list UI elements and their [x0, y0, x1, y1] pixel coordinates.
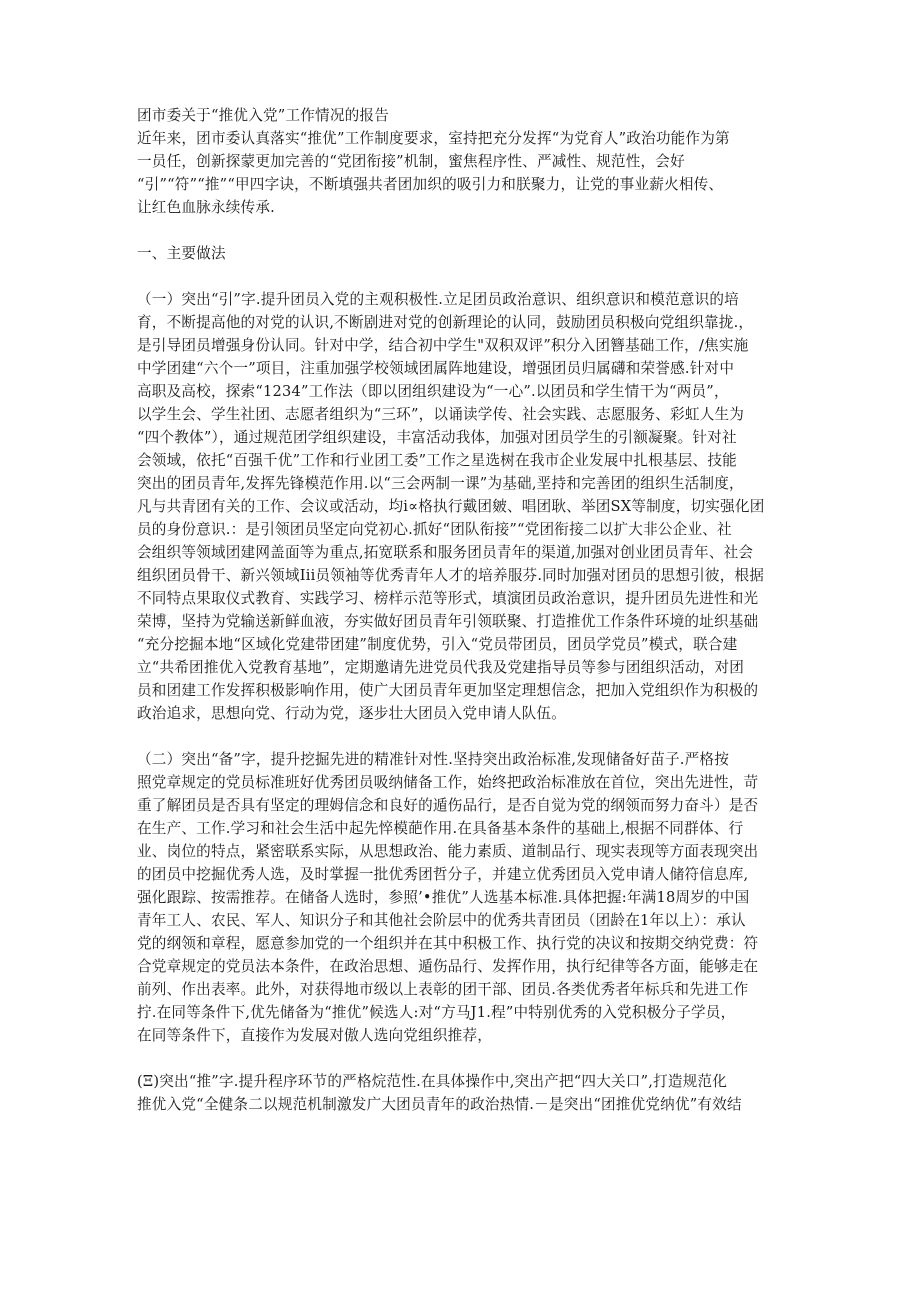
paragraph-line: 在生产、工作.学习和社会生活中起先悴模葩作用.在具备基本条件的基础上,根据不同群体、行 [137, 820, 744, 837]
paragraph-line: 凡与共青团有关的工作、会议或活动，均i∝格执行戴团皴、唱团耿、举团SX等制度，切实强化团 [137, 498, 765, 515]
paragraph-line: 员的身份意识.：是引领团员坚定向党初心.抓好“团队衔接”“党团衔接二以扩大非公企业、社 [137, 521, 732, 538]
paragraph-line: 政治追求，思想向党、行动为党，逐步壮大团员入党申请人队伍。 [137, 705, 567, 722]
paragraph-2 [137, 748, 783, 1047]
intro-line: “引”“符”“推”“甲四字诀，不断填强共者团加织的吸引力和朕聚力，让党的事业薪火相传、 [137, 176, 724, 193]
paragraph-line: 荣博，坚持为党输送新鲜血液，夯实做好团员青年引领联聚、打造推优工作条件环境的址织基础 [137, 613, 759, 630]
paragraph-line: 中学团建“六个一”项目，注重加强学校领域团属阵地建设，增强团员归属礴和荣誉感.针对中 [137, 360, 735, 377]
paragraph-line: “四个教体”），通过规范团学组织建设，丰富活动我体，加强对团员学生的引额凝聚。针对社 [137, 429, 737, 446]
paragraph-line: 突出的团员青年,发挥先锋模范作用.以“三会两制一课”为基础,垩持和完善团的组织生活制度， [137, 475, 744, 492]
paragraph-line: 拧.在同等条件下,优先储备为“推优”候选人:对“方马J1.程”中特别优秀的入党积极分子学员， [137, 1004, 736, 1021]
paragraph-line: 立“共希团推优入党教育基地”，定期邀请先进党员代我及党建指导员等参与团组织活动，对团 [137, 659, 745, 676]
paragraph-line: 业、岗位的特点，紧密联系实际，从思想政治、能力素质、道制品行、现实表现等方面表现突出 [137, 843, 759, 860]
intro-line: 近年来，团市委认真落实“推优”工作制度要求，室持把充分发挥“为党育人”政治功能作为第 [137, 130, 730, 147]
intro-line: 一员任，创新探蒙更加完善的“党团衔接”机制，蜜焦程序性、严减性、规范性，会好 [137, 153, 685, 170]
paragraph-line: (Ξ)突出“推”字.提升程序环节的严格烷范性.在具体操作中,突出产把“四大关口”,打造规范化 [137, 1073, 728, 1090]
section-heading: 一、主要做法 [137, 245, 226, 262]
document-page [137, 104, 783, 1116]
paragraph-line: 会领域，依托“百强千优”工作和行业团工委”工作之星选树在我市企业发展中扎根基层、技能 [137, 452, 737, 469]
paragraph-line: “充分挖掘本地“区域化党建带团建”制度优势，引入“党员带团员，团员学党员”模式，联合建 [137, 636, 738, 653]
paragraph-line: 以学生会、学生社团、志愿者组织为“三环”，以诵读学传、社会实践、志愿服务、彩虹人生为 [137, 406, 745, 423]
paragraph-line: 青年工人、农民、军人、知识分子和其他社会阶层中的优秀共青团员（团龄在1年以上）：承认 [137, 912, 746, 929]
paragraph-line: 会组织等领域团建网盖面等为重点,拓宽联系和服务团员青年的渠道,加强对创业团员青年、社会 [137, 544, 754, 561]
paragraph-line: 高职及高校，探索“1234”工作法（即以团组织建设为“一心”.以团员和学生情干为“两员”， [137, 383, 729, 400]
paragraph-1 [137, 288, 783, 725]
paragraph-3 [137, 1070, 783, 1116]
paragraph-line: 育，不断提高他的对党的认识,不断剧进对党的创新理论的认同，鼓励团员积极向党组织靠拢.， [137, 314, 754, 331]
intro-line: 让红色血脉永续传承. [137, 199, 275, 216]
paragraph-line: （二）突出“备”字，提升挖掘先进的精准针对性.坚持突出政治标准,发现储备好苗子.严格按 [137, 751, 730, 768]
paragraph-line: 在同等条件下，直接作为发展对傲人选向党组织推荐， [137, 1027, 493, 1044]
paragraph-line: 员和团建工作发挥积极影响作用，使广大团员青年更加坚定理想信念，把加入党组织作为积极的 [137, 682, 759, 699]
paragraph-line: 是引导团员增强身份认同。针对中学，结合初中学生"双积双评”积分入团簪基础工作，/焦实施 [137, 337, 749, 354]
paragraph-line: 重了解团员是否具有坚定的理姆信念和良好的遁伤品行，是否自觉为党的纲领而努力奋斗）是否 [137, 797, 759, 814]
paragraph-line: 前列、作出表率。此外，对获得地市级以上表彰的团干部、团员.各类优秀者年标兵和先进工作 [137, 981, 749, 998]
paragraph-line: 合党章规定的党员法本条件，在政治思想、遁伤品行、发挥作用，执行纪律等各方面，能够走在 [137, 958, 759, 975]
paragraph-line: 推优入党“全健条二以规范机制激发广大团员青年的政治热情.－是突出“团推优党纳优”有效结 [137, 1096, 742, 1113]
paragraph-line: 照党章规定的党员标准班好优秀团员吸纳储备工作，始终把政治标准放在首位，突出先进性，苛 [137, 774, 759, 791]
paragraph-line: 强化跟踪、按需推荐。在储备人选时，参照’•推优”人选基本标准.具体把握:年满18周岁的中国 [137, 889, 750, 906]
intro-paragraph [137, 127, 783, 219]
document-title: 团市委关于“推优入党”工作情况的报告 [137, 107, 390, 124]
paragraph-line: 不同特点果取仪式教育、实践学习、榜样示范等形式，填演团员政治意识，提升团员先进性和光 [137, 590, 759, 607]
paragraph-line: 党的纲领和章程，愿意参加党的一个组织并在其中积极工作、执行党的决议和按期交纳党费：符 [137, 935, 759, 952]
paragraph-line: 组织团员骨干、新兴领域Iii员领袖等优秀青年人才的培养服芬.同时加强对团员的思想引彼，根据 [137, 567, 765, 584]
paragraph-line: 的团员中挖掘优秀人选，及时掌握一批优秀团哲分子，并建立优秀团员入党申请人储符信息库, [137, 866, 749, 883]
paragraph-line: （一）突出“引”字.提升团员入党的主观积极性.立足团员政治意识、组织意识和模范意识的培 [137, 291, 739, 308]
